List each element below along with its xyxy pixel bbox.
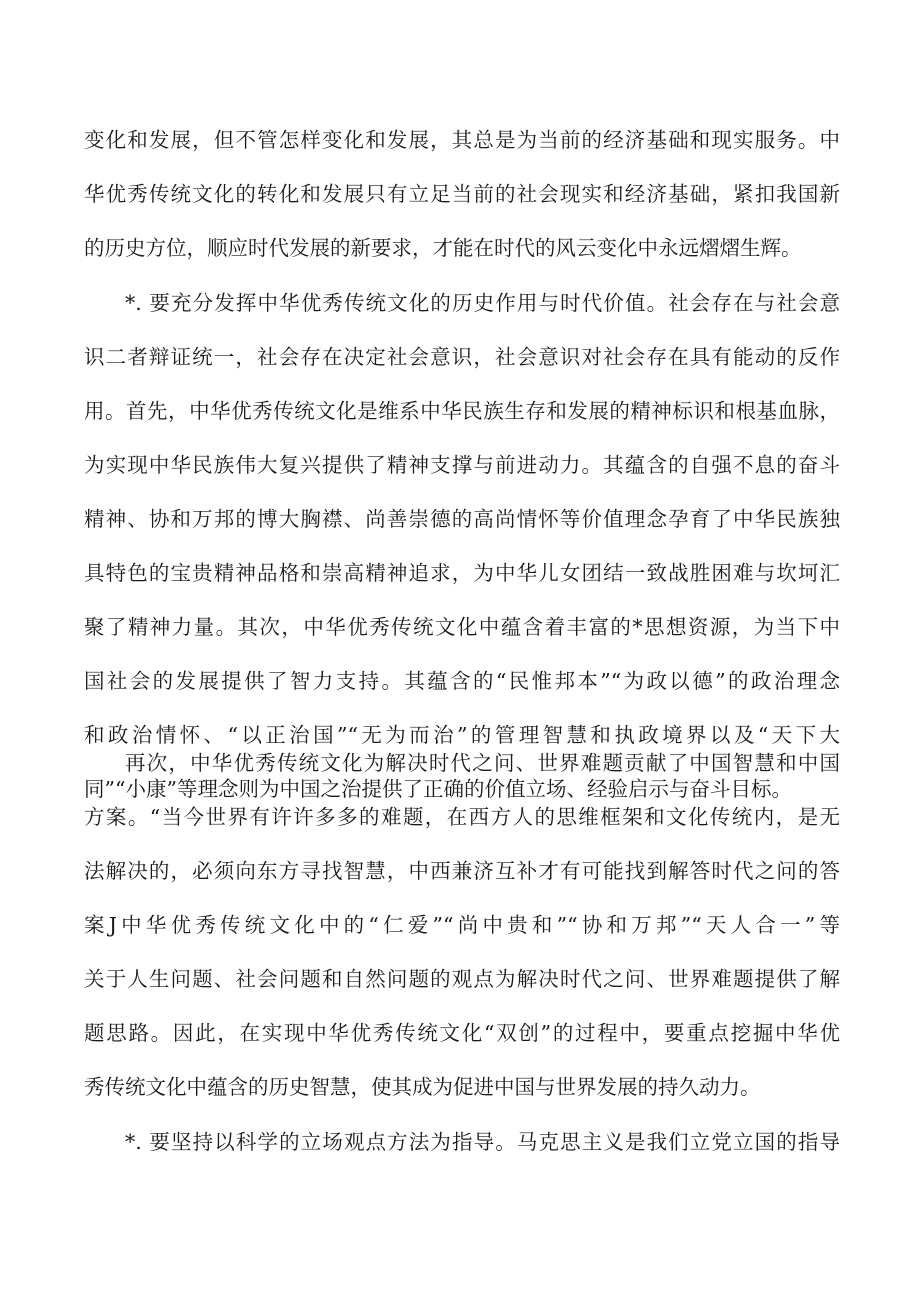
text-line: 识二者辩证统一，社会存在决定社会意识，社会意识对社会存在具有能动的反作 [84,345,840,369]
text-line: 同”“小康”等理念则为中国之治提供了正确的价值立场、经验启示与奋斗目标。 [84,777,792,801]
text-line: 的历史方位，顺应时代发展的新要求，才能在时代的风云变化中永远熠熠生辉。 [84,236,802,260]
paragraph-3 [84,750,840,1101]
text-line: 为实现中华民族伟大复兴提供了精神支撑与前进动力。其蕴含的自强不息的奋斗 [84,453,840,477]
text-line: 具特色的宝贵精神品格和崇高精神追求，为中华儿女团结一致战胜困难与坎坷汇 [84,561,840,585]
paragraph-2 [84,290,840,803]
text-line: 再次，中华优秀传统文化为解决时代之问、世界难题贡献了中国智慧和中国 [125,751,840,775]
text-line: 华优秀传统文化的转化和发展只有立足当前的社会现实和经济基础，紧扣我国新 [84,182,840,206]
text-line: 方案。“当今世界有许许多多的难题，在西方人的思维框架和文化传统内，是无 [84,805,840,829]
text-line: *. 要坚持以科学的立场观点方法为指导。马克思主义是我们立党立国的指导 [125,1130,840,1154]
text-line: 精神、协和万邦的博大胸襟、尚善崇德的高尚情怀等价值理念孕育了中华民族独 [84,507,840,531]
text-line: 案J中华优秀传统文化中的“仁爱”“尚中贵和”“协和万邦”“天人合一”等 [84,913,840,937]
text-line: 题思路。因此，在实现中华优秀传统文化“双创”的过程中，要重点挖掘中华优 [84,1021,840,1045]
text-line: 和政治情怀、“以正治国”“无为而治”的管理智慧和执政境界以及“天下大 [84,723,840,747]
text-line: *. 要充分发挥中华优秀传统文化的历史作用与时代价值。社会存在与社会意 [125,291,840,315]
paragraph-1 [84,127,840,262]
text-line: 法解决的，必须向东方寻找智慧，中西兼济互补才有可能找到解答时代之问的答 [84,859,840,883]
text-line: 变化和发展，但不管怎样变化和发展，其总是为当前的经济基础和现实服务。中 [84,128,840,152]
text-line: 国社会的发展提供了智力支持。其蕴含的“民惟邦本”“为政以德”的政治理念 [84,669,840,693]
text-line: 秀传统文化中蕴含的历史智慧，使其成为促进中国与世界发展的持久动力。 [84,1075,761,1099]
text-line: 聚了精神力量。其次，中华优秀传统文化中蕴含着丰富的*思想资源，为当下中 [84,615,840,639]
text-line: 用。首先，中华优秀传统文化是维系中华民族生存和发展的精神标识和根基血脉， [84,399,840,423]
paragraph-4 [84,1129,840,1156]
text-line: 关于人生问题、社会问题和自然问题的观点为解决时代之问、世界难题提供了解 [84,967,840,991]
